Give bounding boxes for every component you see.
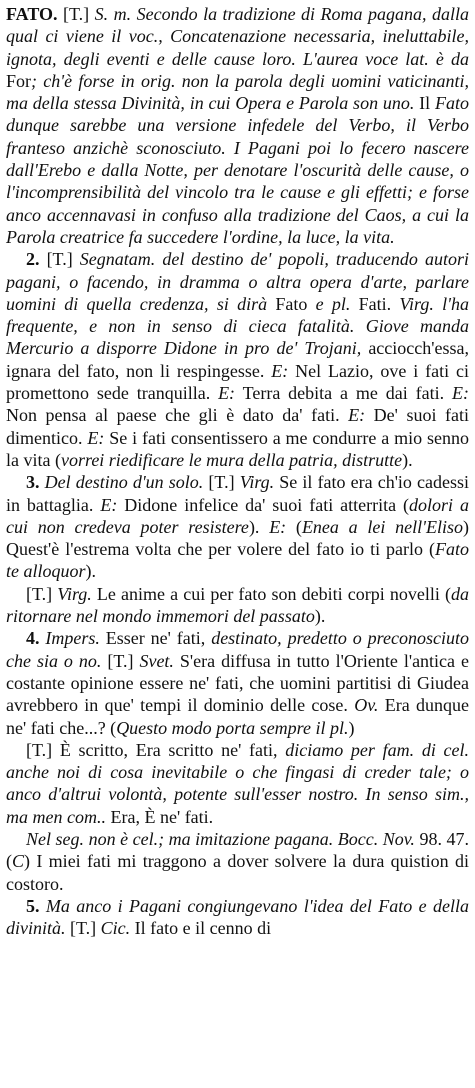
body-text: ).	[314, 606, 326, 627]
italic-text: E:	[269, 516, 287, 537]
entry-paragraph-2	[6, 248, 469, 471]
italic-text: o anco d'altrui volontà, potente sull'esser nostro. In senso sim., ma men com..	[6, 762, 470, 827]
italic-text: dolori a cui non credeva poter resistere	[6, 494, 469, 537]
body-text: ).	[85, 561, 96, 582]
body-text: De' suoi fati dimentico.	[6, 405, 469, 448]
italic-text: diciamo per fam. di cel. anche noi di cosa inevitabile o che fingasi di creder tale;	[6, 739, 470, 783]
italic-text: S. m. Secondo la tradizione di Roma pagana, dalla qual ci viene il voc., Concatenazione necessaria, ineluttabile, ignota, degli eventi e delle cause loro. L'aurea voce lat. è da	[6, 4, 469, 69]
body-text: [T.]	[26, 583, 58, 604]
body-text: Non pensa al paese che gli è dato da' fati.	[6, 405, 349, 426]
italic-text: Virg. l'ha frequente, e non in senso di cieca fatalità. Giove manda Mercurio a disporre Didone in pro de' Trojani,	[6, 293, 469, 359]
entry-paragraph-4	[6, 583, 469, 628]
body-text: ) I miei fati mi traggono a dover solvere la dura quistion di costoro.	[6, 851, 469, 894]
body-text: Se il fato era ch'io cadessi in battaglia.	[6, 472, 470, 515]
entry-paragraph-5	[6, 627, 469, 738]
italic-text: E:	[100, 494, 118, 515]
italic-text: E:	[87, 427, 105, 448]
italic-text: vorrei riedificare le mura della patria, distrutte	[60, 449, 403, 470]
italic-text: Fato dunque sarebbe una versione infedele del Verbo, il Verbo franteso anzichè sconosciuto. I Pagani poi lo fecero nascere dall'Erebo e dalla Notte, per denotare l'oscurità delle cause, o l'incomprensibilità del vincolo tra le cause e gli effetti; e forse anco accennavasi in confuso alla tradizione del Caos, a cui la Parola creatrice fa succedere l'ordine, la luce, la vita.	[6, 93, 469, 247]
body-text: Se i fati consentissero a me condurre a mio senno la vita (	[6, 427, 469, 470]
italic-text: Cic.	[100, 918, 131, 939]
body-text: Didone infelice da' suoi fati atterrita (	[117, 494, 410, 515]
italic-text: ; ch'è forse in orig. non la parola degli uomini vaticinanti, ma della stessa Divinità, in cui Opera e Parola son uno.	[6, 70, 469, 114]
entry-heading: 5.	[26, 895, 40, 916]
italic-text: Nel seg. non è cel.; ma imitazione pagana. Bocc. Nov.	[26, 828, 415, 849]
italic-text: Virg.	[239, 472, 275, 493]
body-text: 98. 47. (	[6, 828, 469, 872]
italic-text: Fato te alloquor	[6, 539, 469, 582]
italic-text: C	[12, 851, 25, 872]
italic-text: Svet.	[139, 650, 174, 671]
entry-paragraph-1	[6, 3, 469, 248]
italic-text: da ritornare nel mondo immemori del passato	[6, 583, 469, 627]
body-text: ).	[402, 449, 413, 470]
entry-paragraph-8	[6, 895, 469, 940]
body-text: Era, È ne' fati.	[105, 806, 214, 827]
body-text: [T.]	[39, 249, 80, 270]
body-text: Il	[414, 93, 435, 114]
body-text: For	[6, 70, 32, 91]
body-text: acciocch'essa, ignara del fato, non li respingesse.	[6, 338, 469, 381]
body-text: Le anime a cui per fato son debiti corpi novelli (	[91, 583, 451, 604]
body-text: [T.]	[203, 472, 240, 493]
body-text: [T.]	[57, 4, 95, 24]
body-text: (	[286, 516, 302, 537]
entry-paragraph-6	[6, 739, 469, 828]
entry-heading: 3.	[26, 472, 40, 493]
body-text: Nel Lazio, ove i fati ci promettono sede tranquilla.	[6, 360, 469, 404]
body-text: ).	[248, 516, 270, 537]
italic-text: Questo modo porta sempre il pl.	[116, 717, 349, 738]
entry-paragraph-3	[6, 471, 469, 582]
italic-text: e pl.	[315, 293, 351, 314]
italic-text: Ma anco i Pagani congiungevano l'idea del Fato e della divinità.	[6, 895, 469, 939]
body-text: Terra debita a me dai fati.	[235, 383, 452, 404]
italic-text: E:	[271, 360, 289, 381]
body-text: S'era diffusa in tutto l'Oriente l'antica e costante opinione essere ne' fati, che uomini partitisi di Giudea avrebbero in que' tempi il dominio delle cose.	[6, 650, 469, 716]
body-text	[452, 762, 460, 782]
entry-heading: 4.	[26, 628, 40, 649]
italic-text: E:	[451, 383, 469, 404]
entry-paragraph-7	[6, 828, 469, 895]
body-text: Fato	[267, 293, 316, 314]
body-text: Fati.	[350, 293, 400, 314]
italic-text: Impers.	[45, 628, 100, 649]
body-text: Il fato e il cenno di	[130, 918, 272, 939]
body-text: Esser ne' fati,	[99, 628, 212, 649]
italic-text: Enea a lei nell'Eliso	[301, 516, 464, 537]
italic-text: Virg.	[57, 583, 92, 604]
italic-text: Segnatam. del destino de' popoli, traducendo autori pagani, o facendo, in dramma o altra opera d'arte, parlare uomini di quella credenza, si dirà	[6, 249, 469, 314]
entry-heading: FATO.	[6, 4, 58, 24]
body-text: [T.] È scritto, Era scritto ne' fati,	[26, 739, 286, 760]
body-text: )	[348, 717, 355, 738]
body-text: [T.]	[65, 918, 101, 939]
italic-text: E:	[218, 383, 236, 404]
italic-text: destinato, predetto o preconosciuto che sia o no.	[6, 628, 469, 671]
body-text: ) Quest'è l'estrema volta che per volere del fato io ti parlo (	[6, 516, 470, 560]
italic-text: Del destino d'un solo.	[44, 472, 204, 493]
body-text: [T.]	[101, 650, 140, 671]
italic-text: Ov.	[354, 695, 379, 716]
italic-text: E:	[348, 405, 366, 426]
body-text: Era dunque ne' fati che...? (	[6, 695, 470, 738]
entry-heading: 2.	[26, 249, 40, 270]
